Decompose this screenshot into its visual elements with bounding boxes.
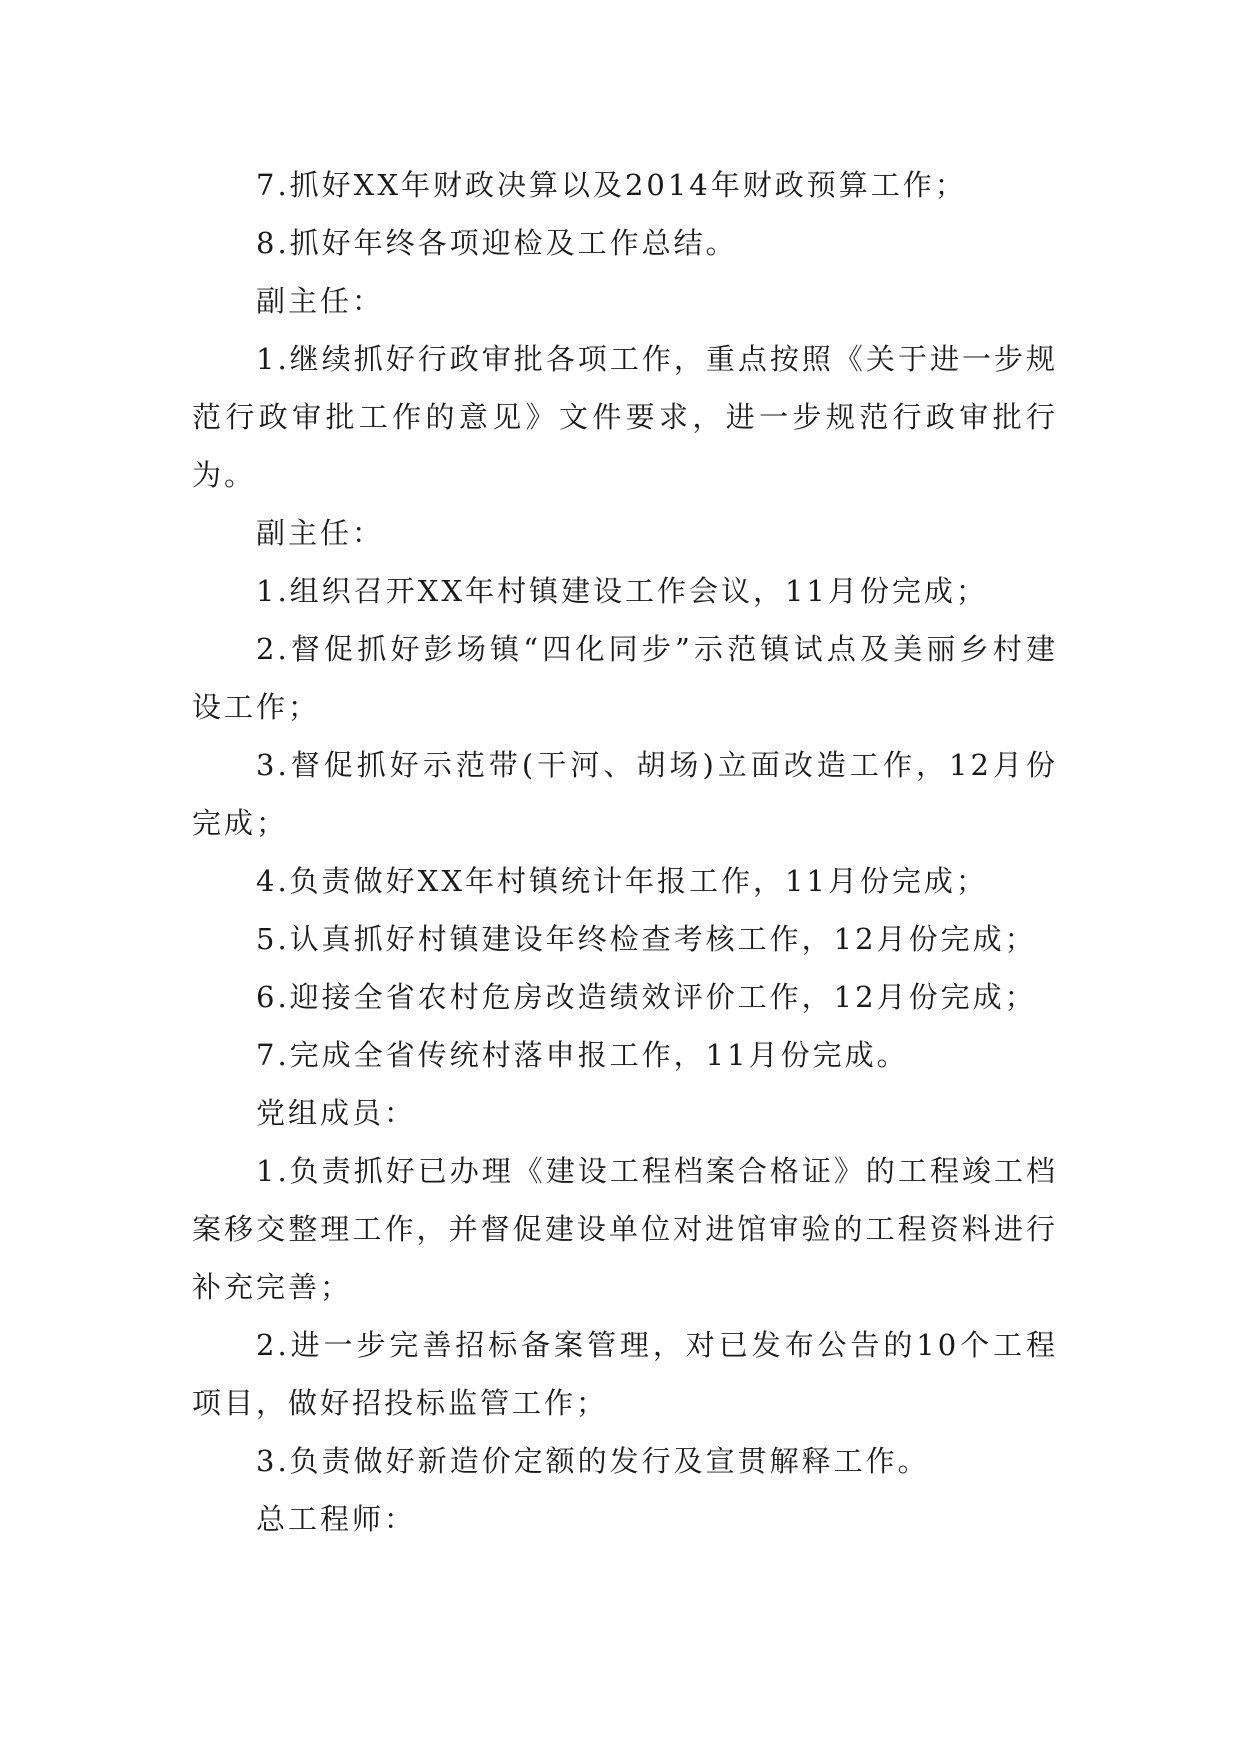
paragraph: 4.负责做好XX年村镇统计年报工作，11月份完成； (256, 864, 988, 898)
section-heading: 副主任： (256, 516, 385, 550)
document-body (192, 156, 1058, 1548)
paragraph: 3.督促抓好示范带(干河、胡场)立面改造工作，12月份完成； (192, 748, 1058, 840)
paragraph: 1.负责抓好已办理《建设工程档案合格证》的工程竣工档案移交整理工作，并督促建设单位对进馆审验的工程资料进行补充完善； (192, 1154, 1058, 1304)
paragraph: 5.认真抓好村镇建设年终检查考核工作，12月份完成； (256, 922, 1037, 956)
section-heading: 副主任： (256, 284, 385, 318)
paragraph: 3.负责做好新造价定额的发行及宣贯解释工作。 (256, 1444, 930, 1478)
paragraph: 2.督促抓好彭场镇“四化同步”示范镇试点及美丽乡村建设工作； (192, 632, 1058, 724)
paragraph: 1.组织召开XX年村镇建设工作会议，11月份完成； (256, 574, 988, 608)
paragraph: 6.迎接全省农村危房改造绩效评价工作，12月份完成； (256, 980, 1037, 1014)
paragraph: 2.进一步完善招标备案管理，对已发布公告的10个工程项目，做好招投标监管工作； (192, 1328, 1058, 1420)
paragraph: 7.完成全省传统村落申报工作，11月份完成。 (256, 1038, 909, 1072)
section-heading: 总工程师： (256, 1502, 417, 1536)
section-heading: 党组成员： (256, 1096, 417, 1130)
paragraph: 1.继续抓好行政审批各项工作，重点按照《关于进一步规范行政审批工作的意见》文件要求，进一步规范行政审批行为。 (192, 342, 1058, 492)
paragraph: 8.抓好年终各项迎检及工作总结。 (256, 226, 738, 260)
paragraph: 7.抓好XX年财政决算以及2014年财政预算工作； (256, 168, 967, 202)
